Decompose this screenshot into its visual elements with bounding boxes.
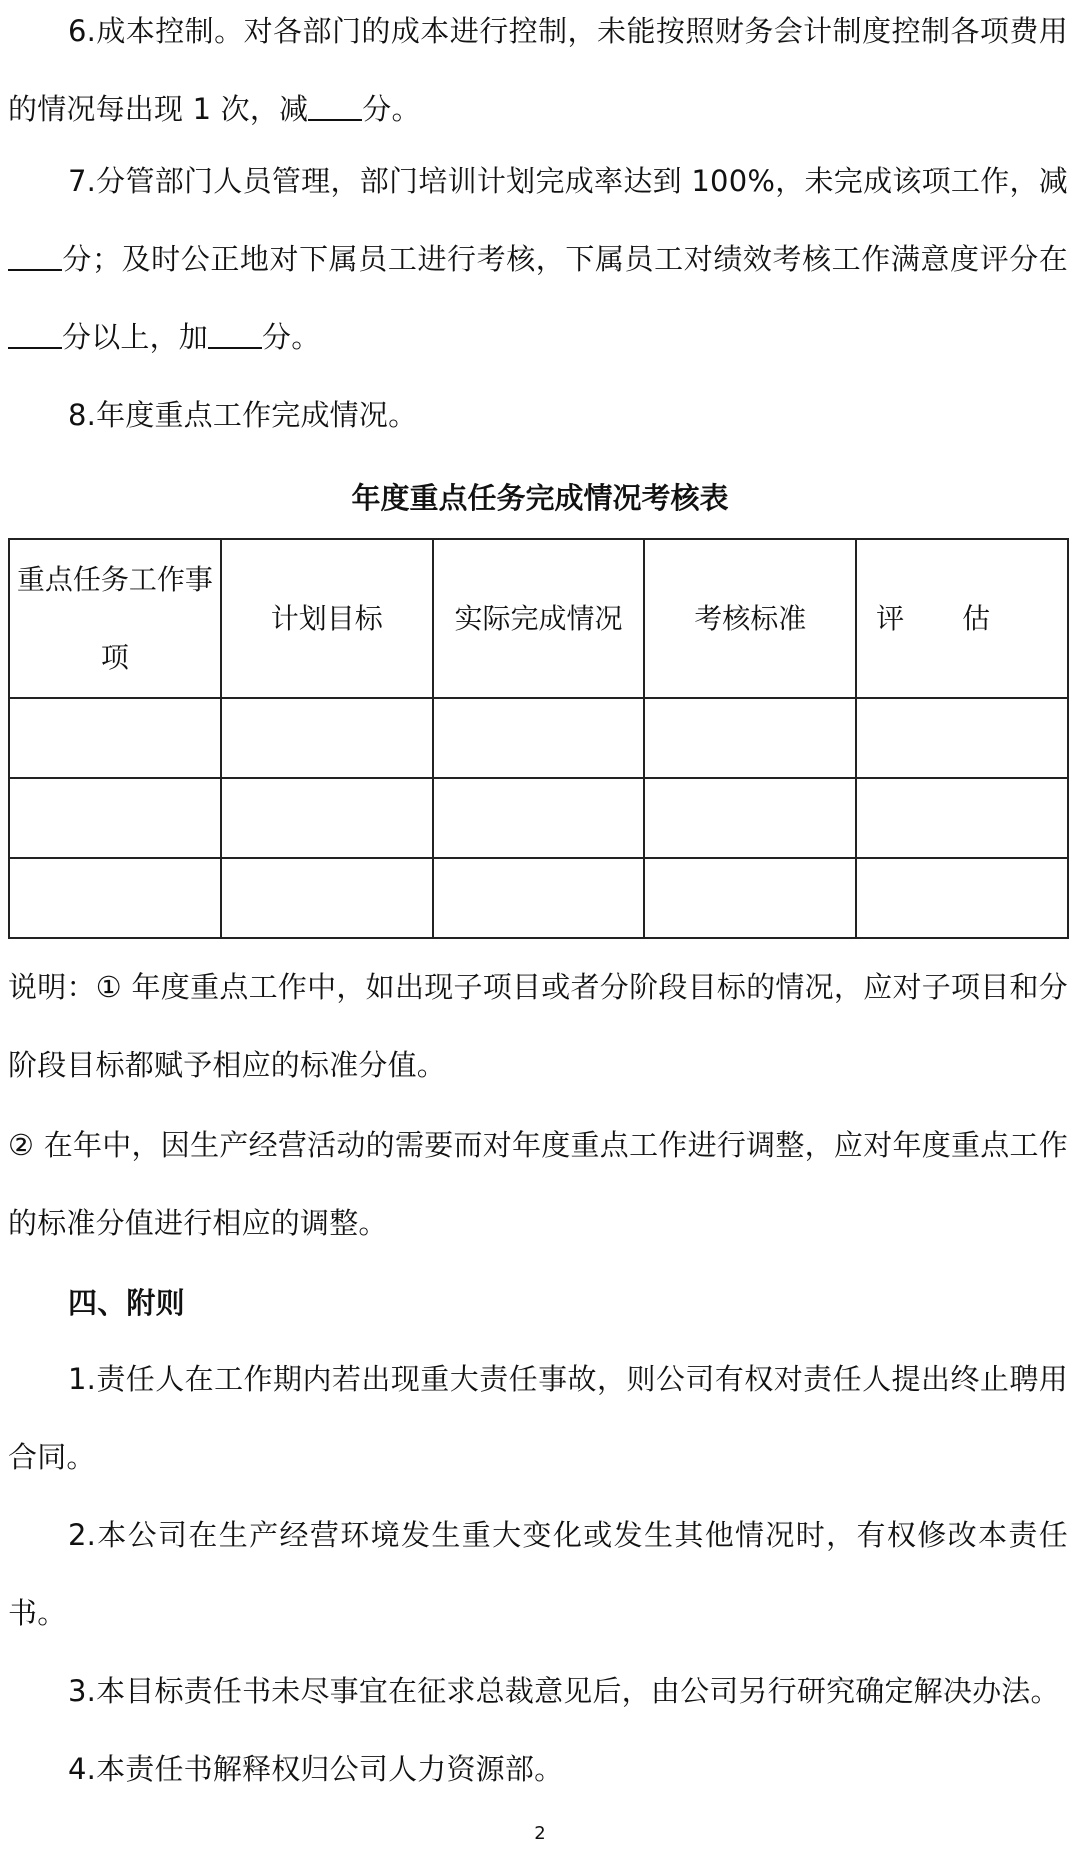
table-cell <box>9 778 221 858</box>
note-2: ② 在年中，因生产经营活动的需要而对年度重点工作进行调整，应对年度重点工作的标准分值进行相应的调整。 <box>8 1128 1068 1240</box>
header-key-task: 重点任务工作事项 <box>9 539 221 698</box>
paragraph-text: 分；及时公正地对下属员工进行考核，下属员工对绩效考核工作满意度评分在 <box>62 242 1068 276</box>
section-heading: 四、附则 <box>68 1286 185 1320</box>
assessment-table <box>8 538 1069 939</box>
appendix-item-2: 2.本公司在生产经营环境发生重大变化或发生其他情况时，有权修改本责任书。 <box>8 1518 1068 1630</box>
paragraph-text: 7.分管部门人员管理，部门培训计划完成率达到 100%，未完成该项工作，减 <box>68 164 1068 198</box>
paragraph-text: 分。 <box>362 92 421 126</box>
table-cell <box>856 698 1068 778</box>
table-cell <box>856 858 1068 938</box>
paragraph-cost-control <box>8 0 1068 148</box>
table-cell <box>221 778 433 858</box>
appendix-item-3: 3.本目标责任书未尽事宜在征求总裁意见后，由公司另行研究确定解决办法。 <box>68 1674 1060 1708</box>
table-cell <box>644 698 856 778</box>
fill-in-blank <box>208 318 262 349</box>
page-number: 2 <box>534 1823 546 1844</box>
table-row <box>9 698 1068 778</box>
table-cell <box>433 778 645 858</box>
table-cell <box>9 858 221 938</box>
table-cell <box>644 858 856 938</box>
fill-in-blank <box>8 318 62 349</box>
paragraph-annual-key-work: 8.年度重点工作完成情况。 <box>68 398 418 432</box>
paragraph-staff-management <box>8 142 1068 376</box>
table-row <box>9 858 1068 938</box>
paragraph-text: 分。 <box>262 320 321 354</box>
table-cell <box>9 698 221 778</box>
table-row <box>9 778 1068 858</box>
header-plan-target: 计划目标 <box>221 539 433 698</box>
table-cell <box>644 778 856 858</box>
fill-in-blank <box>8 240 62 271</box>
table-cell <box>221 698 433 778</box>
table-cell <box>433 698 645 778</box>
appendix-item-1: 1.责任人在工作期内若出现重大责任事故，则公司有权对责任人提出终止聘用合同。 <box>8 1362 1068 1474</box>
note-1: 说明：① 年度重点工作中，如出现子项目或者分阶段目标的情况，应对子项目和分阶段目标都赋予相应的标准分值。 <box>8 970 1068 1082</box>
header-actual-completion: 实际完成情况 <box>433 539 645 698</box>
table-cell <box>856 778 1068 858</box>
appendix-item-4: 4.本责任书解释权归公司人力资源部。 <box>68 1752 564 1786</box>
paragraph-text: 分以上，加 <box>62 320 209 354</box>
table-cell <box>433 858 645 938</box>
paragraph-text: 6.成本控制。对各部门的成本进行控制，未能按照财务会计制度控制各项费用的情况每出现 1 次，减 <box>8 14 1068 126</box>
table-header-row <box>9 539 1068 698</box>
fill-in-blank <box>308 90 362 121</box>
table-cell <box>221 858 433 938</box>
header-assessment-standard: 考核标准 <box>644 539 856 698</box>
header-evaluation: 评估 <box>856 539 1068 698</box>
table-title: 年度重点任务完成情况考核表 <box>351 481 729 515</box>
